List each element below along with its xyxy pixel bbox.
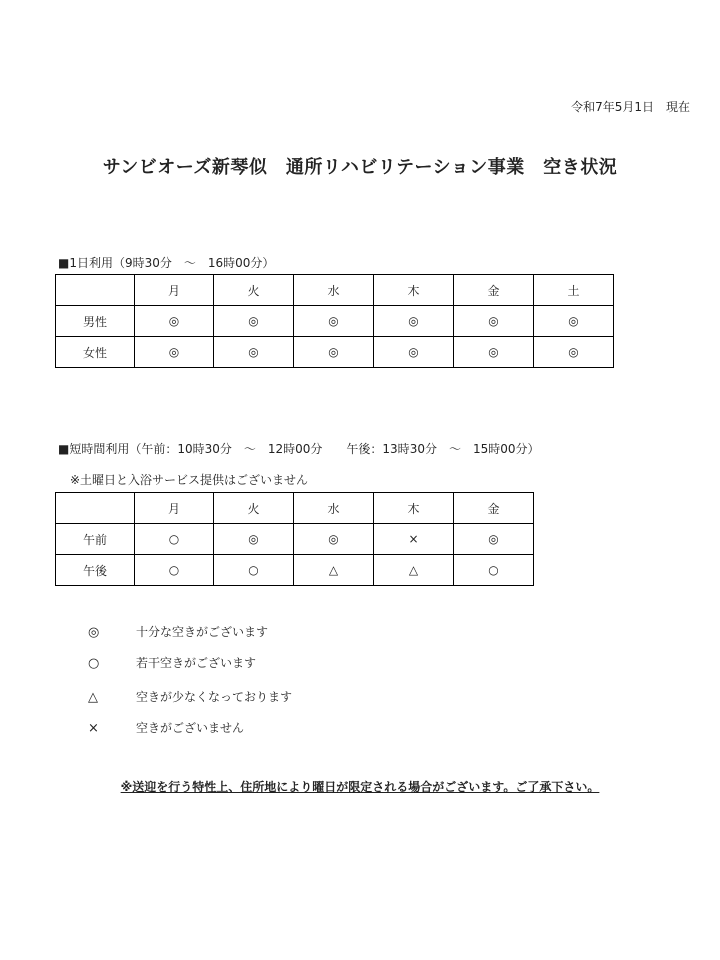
availability-cell: ◎ [135,306,214,337]
page-title: サンビオーズ新琴似 通所リハビリテーション事業 空き状況 [102,157,618,178]
date-label: 令和7年5月1日 現在 [571,100,690,114]
legend-text: 十分な空きがございます [136,625,269,639]
row-label-morning: 午前 [56,524,135,555]
availability-cell: × [374,524,454,555]
legend-item [88,688,292,705]
legend-symbol: △ [88,690,98,705]
legend-text: 空きがございません [136,721,245,735]
legend-text: 若干空きがございます [136,656,257,670]
day-header-fri: 金 [454,493,534,524]
availability-cell: ○ [135,555,214,586]
availability-cell: ◎ [374,306,454,337]
legend-item [88,623,268,640]
day-header-mon: 月 [135,493,214,524]
availability-cell: ○ [214,555,294,586]
availability-cell: ◎ [374,337,454,368]
day-header-mon: 月 [135,275,214,306]
availability-cell: ◎ [534,306,614,337]
row-label-afternoon: 午後 [56,555,135,586]
table-row [56,555,534,586]
day-header-wed: 水 [294,493,374,524]
legend-symbol: ○ [88,656,100,671]
table-header-row [56,493,534,524]
availability-cell: ◎ [294,524,374,555]
table-row [56,524,534,555]
legend-symbol: × [88,721,99,736]
legend-item [88,654,256,671]
availability-cell: △ [374,555,454,586]
table-row [56,306,614,337]
availability-cell: ◎ [294,306,374,337]
table-header-row [56,275,614,306]
legend-symbol: ◎ [88,625,100,640]
availability-cell: ○ [454,555,534,586]
legend-item [88,719,244,736]
availability-cell: ◎ [454,524,534,555]
availability-cell: ◎ [534,337,614,368]
section-short-time-title: ■短時間利用（午前：10時30分 ～ 12時00分 午後：13時30分 ～ 15時00分） [58,442,540,456]
table-row [56,337,614,368]
header-corner-cell [56,493,135,524]
section-short-time-note: ※土曜日と入浴サービス提供はございません [70,473,309,487]
availability-cell: ◎ [214,306,294,337]
day-header-sat: 土 [534,275,614,306]
row-label-male: 男性 [56,306,135,337]
availability-cell: ○ [135,524,214,555]
transport-notice: ※送迎を行う特性上、住所地により曜日が限定される場合がございます。ご了承下さい。 [120,780,600,794]
availability-cell: △ [294,555,374,586]
availability-cell: ◎ [214,337,294,368]
section-full-day-title: ■1日利用（9時30分 ～ 16時00分） [58,256,275,270]
legend-text: 空きが少なくなっております [136,690,293,704]
header-corner-cell [56,275,135,306]
short-time-availability-table [55,492,534,586]
full-day-availability-table [55,274,614,368]
day-header-tue: 火 [214,275,294,306]
day-header-thu: 木 [374,493,454,524]
row-label-female: 女性 [56,337,135,368]
availability-cell: ◎ [454,337,534,368]
availability-cell: ◎ [294,337,374,368]
day-header-tue: 火 [214,493,294,524]
availability-cell: ◎ [454,306,534,337]
availability-cell: ◎ [214,524,294,555]
day-header-wed: 水 [294,275,374,306]
day-header-thu: 木 [374,275,454,306]
availability-cell: ◎ [135,337,214,368]
day-header-fri: 金 [454,275,534,306]
